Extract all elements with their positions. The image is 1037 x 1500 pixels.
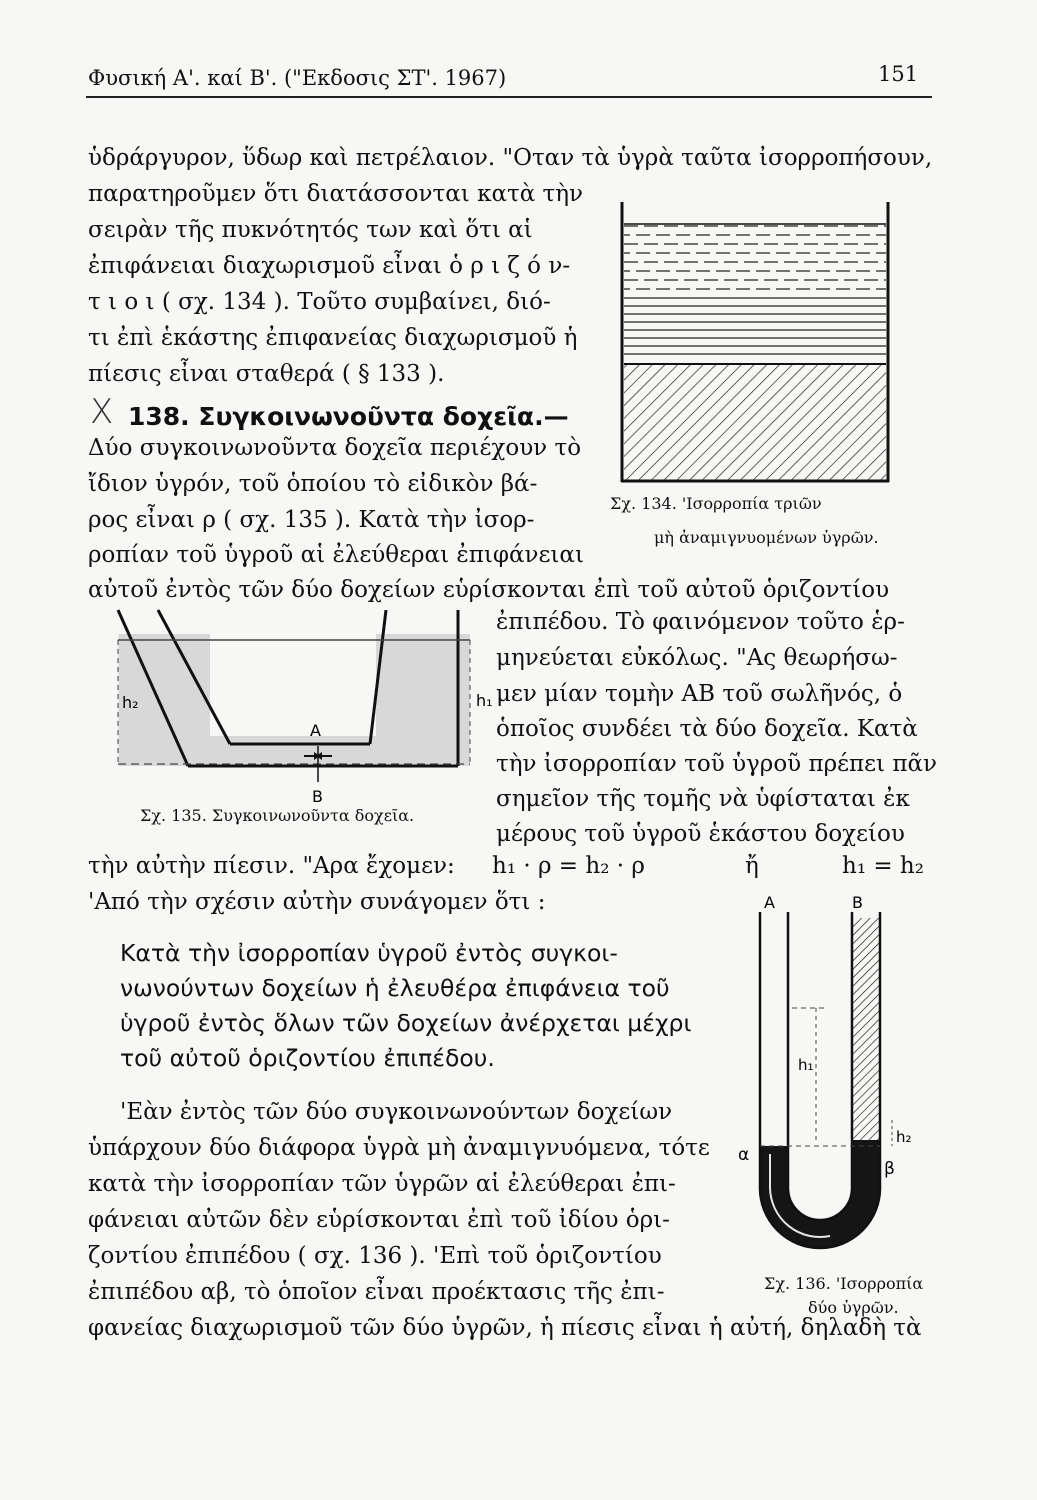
p2r-line-3: μεν μίαν τομὴν ΑΒ τοῦ σωλῆνός, ὁ <box>496 681 903 707</box>
conclusion-line-2: νωνούντων δοχείων ἡ ἐλευθέρα ἐπιφάνεια τοῦ <box>120 974 670 1002</box>
fig135-label-h2: h₂ <box>122 693 139 712</box>
figure-134 <box>610 190 900 490</box>
p2r-line-1: ἐπιπέδου. Τὸ φαινόμενον τοῦτο ἑρ- <box>496 609 905 635</box>
p3-line-4: φάνειαι αὐτῶν δὲν εὑρίσκονται ἐπὶ τοῦ ἰδίου ὁρι- <box>88 1207 670 1233</box>
fig136-label-alpha: α <box>738 1145 750 1165</box>
header-rule <box>86 96 932 98</box>
p2-line-5: αὐτοῦ ἐντὸς τῶν δύο δοχείων εὑρίσκονται ἐπὶ τοῦ αὐτοῦ ὁριζοντίου <box>88 577 890 603</box>
fig136-label-h2: h₂ <box>896 1128 912 1146</box>
p3-line-1: 'Εὰν ἐντὸς τῶν δύο συγκοινωνούντων δοχείων <box>120 1099 673 1125</box>
p2-line-1: Δύο συγκοινωνοῦντα δοχεῖα περιέχουν τὸ <box>88 435 582 461</box>
p1-line-5: τ ι ο ι ( σχ. 134 ). Τοῦτο συμβαίνει, διό- <box>88 289 551 315</box>
fig134-top-liquid <box>624 226 886 289</box>
p2-line-3: ρος εἶναι ρ ( σχ. 135 ). Κατὰ τὴν ἰσορ- <box>88 507 535 533</box>
fig134-middle-liquid <box>624 298 886 354</box>
p3-line-5: ζοντίου ἐπιπέδου ( σχ. 136 ). 'Επὶ τοῦ ὁριζοντίου <box>88 1243 662 1269</box>
conclusion-line-4: τοῦ αὐτοῦ ὁριζοντίου ἐπιπέδου. <box>120 1044 495 1072</box>
section-title: 138. Συγκοινωνοῦντα δοχεῖα.— <box>128 402 569 431</box>
running-header: Φυσική Α'. καί Β'. ("Εκδοσις ΣΤ'. 1967) <box>88 66 507 90</box>
fig135-label-h1: h₁ <box>476 691 493 710</box>
p3-line-3: κατὰ τὴν ἰσορροπίαν τῶν ὑγρῶν αἱ ἐλεύθεραι ἐπι- <box>88 1171 676 1197</box>
fig136-caption-line-2: δύο ὑγρῶν. <box>808 1298 899 1317</box>
handwritten-mark: X <box>90 392 114 432</box>
p2r-line-6: σημεῖον τῆς τομῆς νὰ ὑφίσταται ἐκ <box>496 786 910 812</box>
fig136-label-h1: h₁ <box>798 1056 814 1074</box>
figure-136 <box>730 888 930 1266</box>
p2-cont-line-1: τὴν αὐτὴν πίεσιν. "Αρα ἔχομεν: <box>88 853 455 879</box>
p1-line-2: παρατηροῦμεν ὅτι διατάσσονται κατὰ τὴν <box>88 181 584 207</box>
p3-line-2: ὑπάρχουν δύο διάφορα ὑγρὰ μὴ ἀναμιγνυόμενα, τότε <box>88 1135 710 1161</box>
equation-2: h₁ = h₂ <box>842 853 924 879</box>
p1-line-1: ὑδράργυρον, ὕδωρ καὶ πετρέλαιον. "Οταν τὰ ὑγρὰ ταῦτα ἰσορροπήσουν, <box>88 145 933 171</box>
p1-line-6: τι ἐπὶ ἑκάστης ἐπιφανείας διαχωρισμοῦ ἡ <box>88 325 578 351</box>
conclusion-line-1: Κατὰ τὴν ἰσορροπίαν ὑγροῦ ἐντὸς συγκοι- <box>120 939 618 967</box>
conclusion-line-3: ὑγροῦ ἐντὸς ὅλων τῶν δοχείων ἀνέρχεται μέχρι <box>120 1009 692 1037</box>
p1-line-3: σειρὰν τῆς πυκνότητός των καὶ ὅτι αἱ <box>88 217 533 243</box>
p3-line-7: φανείας διαχωρισμοῦ τῶν δύο ὑγρῶν, ἡ πίεσις εἶναι ἡ αὐτή, δηλαδὴ τὰ <box>88 1315 922 1341</box>
fig136-label-b: B <box>852 893 863 912</box>
fig136-light-liquid <box>852 918 880 1140</box>
p2-line-4: ροπίαν τοῦ ὑγροῦ αἱ ἐλεύθεραι ἐπιφάνειαι <box>88 542 584 568</box>
fig135-caption: Σχ. 135. Συγκοινωνοῦντα δοχεῖα. <box>140 806 415 825</box>
p1-line-4: ἐπιφάνειαι διαχωρισμοῦ εἶναι ὁ ρ ι ζ ό ν- <box>88 253 571 279</box>
fig135-gap <box>210 634 376 736</box>
p1-line-7: πίεσις εἶναι σταθερά ( § 133 ). <box>88 361 445 387</box>
p2r-line-2: μηνεύεται εὐκόλως. "Ας θεωρήσω- <box>496 645 898 671</box>
equation-or: ἤ <box>745 853 759 879</box>
p2-line-2: ἴδιον ὑγρόν, τοῦ ὁποίου τὸ εἰδικὸν βά- <box>88 471 538 497</box>
p2r-line-7: μέρους τοῦ ὑγροῦ ἑκάστου δοχείου <box>496 821 905 847</box>
equation-1: h₁ · ρ = h₂ · ρ <box>492 853 645 879</box>
page-number: 151 <box>878 62 919 86</box>
fig135-label-b: B <box>312 787 323 806</box>
fig134-caption-line-1: Σχ. 134. 'Ισορροπία τριῶν <box>610 494 822 513</box>
fig136-caption-line-1: Σχ. 136. 'Ισορροπία <box>764 1274 924 1293</box>
figure-135 <box>100 604 493 814</box>
p3-line-6: ἐπιπέδου αβ, τὸ ὁποῖον εἶναι προέκτασις τῆς ἐπι- <box>88 1279 665 1305</box>
p2r-line-5: τὴν ἰσορροπίαν τοῦ ὑγροῦ πρέπει πᾶν <box>496 751 938 777</box>
p2r-line-4: ὁποῖος συνδέει τὰ δύο δοχεῖα. Κατὰ <box>496 716 918 742</box>
fig134-caption-line-2: μὴ ἀναμιγνυομένων ὑγρῶν. <box>654 528 879 547</box>
fig135-label-a: A <box>310 721 321 740</box>
fig136-label-beta: β <box>884 1159 895 1179</box>
fig136-label-a: A <box>764 893 775 912</box>
fig134-bottom-liquid <box>624 365 886 480</box>
p2-cont-line-2: 'Από τὴν σχέσιν αὐτὴν συνάγομεν ὅτι : <box>88 889 546 915</box>
